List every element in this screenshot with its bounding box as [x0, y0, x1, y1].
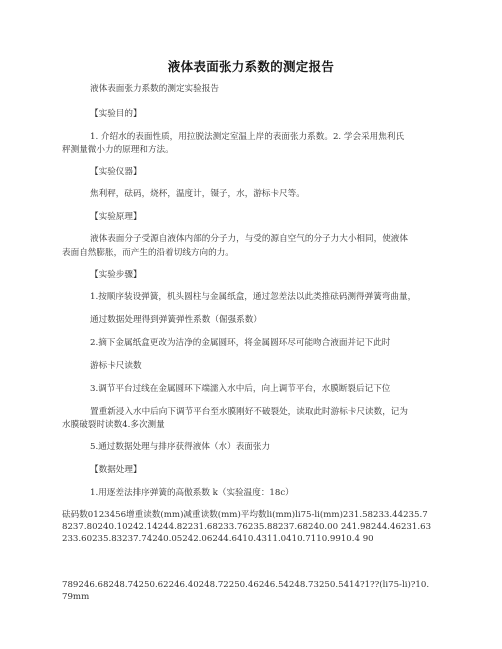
- step-text: 水膜破裂时读数4.多次测量: [62, 420, 165, 430]
- step-text: 3.调节平台过线在金属圆环下端濡入水中后，向上调节平台，水膜断裂后记下位: [90, 384, 391, 394]
- step-text: 通过数据处理得到弹簧弹性系数（倔强系数）: [90, 315, 262, 325]
- data-text: 1.用逐差法排序弹簧的高傲系数 k（实验温度：18c）: [90, 488, 294, 498]
- instruments-text: 焦利秤，砝码，烧杯，温度计，镊子，水，游标卡尺等。: [90, 189, 305, 199]
- step-text: 2.摘下金属纸盒更改为洁净的金属圆环，将金属圆环尽可能吻合液面并记下此时: [90, 338, 391, 348]
- data-block: 砝码数0123456增重读数(mm)减重读数(mm)平均数li(mm)li75-li(mm)231.58233.44235.78237.80240.10242.14244.82231.68233.76235.88237.68240.00 241.98244.46231.63233.60235.83237.74240.05242.06244.6410.4311.0410.7110.9910.4 90: [62, 510, 432, 544]
- step-text: 置重新浸入水中后向下调节平台至水膜刚好不破裂处，读取此时游标卡尺读数，记为: [90, 407, 408, 417]
- purpose-text: 1. 介绍水的表面性质，用拉脱法测定室温上岸的表面张力系数。2. 学会采用焦利氏: [90, 132, 405, 142]
- section-heading-purpose: 【实验目的】: [90, 109, 142, 119]
- section-heading-steps: 【实验步骤】: [90, 270, 142, 280]
- section-heading-data: 【数据处理】: [90, 465, 142, 475]
- principle-text: 表面自然膨胀，而产生的沿着切线方向的力。: [62, 248, 234, 258]
- report-subtitle: 液体表面张力系数的测定实验报告: [90, 84, 219, 94]
- data-block: 789246.68248.74250.62246.40248.72250.46246.54248.73250.5414?1??(li75-li)?10.79mm: [62, 580, 430, 602]
- step-text: 5.通过数据处理与排序获得液体（水）表面张力: [90, 442, 271, 452]
- step-text: 游标卡尺读数: [90, 361, 142, 371]
- document-title: 液体表面张力系数的测定报告: [167, 59, 335, 74]
- section-heading-principle: 【实验原理】: [90, 212, 142, 222]
- purpose-text: 秤测量微小力的原理和方法。: [62, 145, 174, 155]
- step-text: 1.按顺序装设弹簧，机头圆柱与金属纸盒，通过忽差法以此类推砝码测得弹簧弯曲量，: [90, 292, 417, 302]
- section-heading-instruments: 【实验仪器】: [90, 167, 142, 177]
- principle-text: 液体表面分子受源自液体内部的分子力，与受的源自空气的分子力大小相同，使液体: [90, 234, 408, 244]
